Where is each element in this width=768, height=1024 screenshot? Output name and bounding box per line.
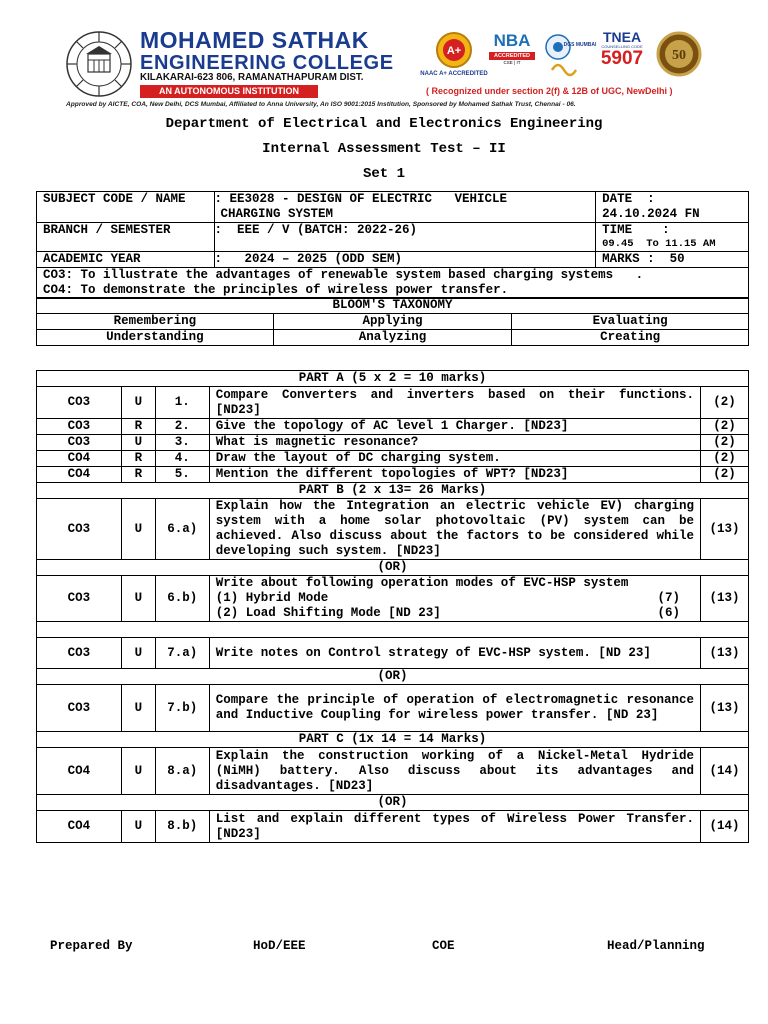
bloom-title: BLOOM'S TAXONOMY xyxy=(37,298,749,314)
question-marks: (13) xyxy=(701,576,749,622)
question-bloom-level: R xyxy=(121,467,155,483)
course-outcomes xyxy=(37,268,749,299)
or-separator: (OR) xyxy=(37,560,749,576)
question-marks: (2) xyxy=(701,435,749,451)
subject-label: SUBJECT CODE / NAME xyxy=(37,192,215,223)
question-marks: (2) xyxy=(701,467,749,483)
bloom-remembering: Remembering xyxy=(37,314,274,330)
tnea-title: TNEA xyxy=(602,29,642,45)
question-marks: (2) xyxy=(701,451,749,467)
college-subtitle: ENGINEERING COLLEGE xyxy=(140,52,394,74)
subject-value: : EE3028 - DESIGN OF ELECTRIC VEHICLE CHARGING SYSTEM xyxy=(214,192,596,223)
question-text: Compare Converters and inverters based on their functions. [ND23] xyxy=(209,387,700,419)
nba-logo-depts: CSE | IT xyxy=(503,60,521,65)
set-title: Set 1 xyxy=(362,166,405,182)
signature-prepared-by: Prepared By xyxy=(50,939,133,953)
or-separator: (OR) xyxy=(37,669,749,685)
question-number: 7.b) xyxy=(155,685,209,732)
anniversary-number: 50 xyxy=(672,48,686,63)
test-title: Internal Assessment Test – II xyxy=(262,141,506,157)
question-row xyxy=(37,435,749,451)
question-co: CO4 xyxy=(37,748,122,795)
co4-statement: CO4: To demonstrate the principles of wireless power transfer. xyxy=(43,283,509,297)
year-value: : 2024 – 2025 (ODD SEM) xyxy=(214,252,596,268)
question-bloom-level: U xyxy=(121,576,155,622)
question-marks: (14) xyxy=(701,811,749,843)
question-co: CO4 xyxy=(37,811,122,843)
question-number: 8.b) xyxy=(155,811,209,843)
svg-text:A+: A+ xyxy=(446,45,462,57)
questions-table xyxy=(36,370,749,843)
question-co: CO3 xyxy=(37,685,122,732)
question-row xyxy=(37,576,749,622)
question-bloom-level: U xyxy=(121,748,155,795)
question-bloom-level: U xyxy=(121,685,155,732)
question-row xyxy=(37,638,749,669)
question-number: 6.a) xyxy=(155,499,209,560)
or-separator: (OR) xyxy=(37,795,749,811)
question-text: Explain how the Integration an electric vehicle EV) charging system with a home solar photovoltaic (PV) system can be achieved. Also discuss about the factors to be considered while developing such system. [ND23] xyxy=(209,499,700,560)
bloom-analyzing: Analyzing xyxy=(273,330,512,346)
approval-statement: Approved by AICTE, COA, New Delhi, DCS Mumbai, Affiliated to Anna University, An ISO 9001:2015 Institution, Sponsored by Mohamed Sathak Trust, Chennai - 06. xyxy=(66,101,576,108)
signature-head-planning: Head/Planning xyxy=(607,939,705,953)
question-number: 6.b) xyxy=(155,576,209,622)
bloom-understanding: Understanding xyxy=(37,330,274,346)
naac-logo xyxy=(420,30,488,78)
question-co: CO4 xyxy=(37,451,122,467)
course-outcomes-row xyxy=(37,268,749,299)
part-a-heading: PART A (5 x 2 = 10 marks) xyxy=(37,371,749,387)
question-number: 5. xyxy=(155,467,209,483)
tnea-subtitle: COUNSELLING CODE xyxy=(601,44,643,49)
dgs-logo xyxy=(542,30,597,78)
question-number: 7.a) xyxy=(155,638,209,669)
question-marks: (13) xyxy=(701,685,749,732)
question-text: What is magnetic resonance? xyxy=(209,435,700,451)
question-row xyxy=(37,451,749,467)
ugc-recognition: ( Recognized under section 2(f) & 12B of UGC, NewDelhi ) xyxy=(426,86,673,96)
question-co: CO4 xyxy=(37,467,122,483)
college-address: KILAKARAI-623 806, RAMANATHAPURAM DIST. xyxy=(140,72,364,83)
question-bloom-level: U xyxy=(121,638,155,669)
branch-row xyxy=(37,223,749,252)
question-row xyxy=(37,499,749,560)
question-text: Write about following operation modes of EVC-HSP system (1) Hybrid Mode (7) (2) Load Shifting Mode [ND 23] (6) xyxy=(209,576,700,622)
question-bloom-level: R xyxy=(121,419,155,435)
question-bloom-level: U xyxy=(121,811,155,843)
subject-row xyxy=(37,192,749,223)
question-co: CO3 xyxy=(37,576,122,622)
question-row xyxy=(37,748,749,795)
question-number: 3. xyxy=(155,435,209,451)
bloom-creating: Creating xyxy=(512,330,749,346)
question-text: List and explain different types of Wireless Power Transfer. [ND23] xyxy=(209,811,700,843)
question-text: Explain the construction working of a Nickel-Metal Hydride (NiMH) battery. Also discuss about its advantages and disadvantages. [ND23] xyxy=(209,748,700,795)
question-co: CO3 xyxy=(37,499,122,560)
year-label: ACADEMIC YEAR xyxy=(37,252,215,268)
question-text: Write notes on Control strategy of EVC-HSP system. [ND 23] xyxy=(209,638,700,669)
nba-logo xyxy=(486,30,538,78)
nba-logo-accredited: ACCREDITED xyxy=(489,52,535,60)
nba-logo-title: NBA xyxy=(493,31,531,50)
question-marks: (13) xyxy=(701,499,749,560)
date-cell: DATE : 24.10.2024 FN xyxy=(596,192,749,223)
question-co: CO3 xyxy=(37,387,122,419)
tnea-code: 5907 xyxy=(600,48,644,69)
question-co: CO3 xyxy=(37,638,122,669)
year-row xyxy=(37,252,749,268)
part-b-heading: PART B (2 x 13= 26 Marks) xyxy=(37,483,749,499)
question-marks: (14) xyxy=(701,748,749,795)
department-title: Department of Electrical and Electronics Engineering xyxy=(165,116,603,132)
blank-row xyxy=(37,622,749,638)
question-co: CO3 xyxy=(37,435,122,451)
question-text: Draw the layout of DC charging system. xyxy=(209,451,700,467)
question-row xyxy=(37,685,749,732)
question-bloom-level: R xyxy=(121,451,155,467)
signature-hod: HoD/EEE xyxy=(253,939,306,953)
bloom-taxonomy-table xyxy=(36,297,749,346)
time-cell: TIME : 09.45 To 11.15 AM xyxy=(596,223,749,252)
question-text: Give the topology of AC level 1 Charger. [ND23] xyxy=(209,419,700,435)
part-c-heading: PART C (1x 14 = 14 Marks) xyxy=(37,732,749,748)
question-bloom-level: U xyxy=(121,387,155,419)
question-row xyxy=(37,811,749,843)
college-name: MOHAMED SATHAK xyxy=(140,27,369,53)
question-text: Mention the different topologies of WPT? [ND23] xyxy=(209,467,700,483)
question-row xyxy=(37,387,749,419)
college-banner xyxy=(64,28,709,112)
question-bloom-level: U xyxy=(121,499,155,560)
branch-label: BRANCH / SEMESTER xyxy=(37,223,215,252)
signature-coe: COE xyxy=(432,939,455,953)
question-marks: (2) xyxy=(701,419,749,435)
question-bloom-level: U xyxy=(121,435,155,451)
question-co: CO3 xyxy=(37,419,122,435)
co3-statement: CO3: To illustrate the advantages of renewable system based charging systems . xyxy=(43,268,644,282)
bloom-applying: Applying xyxy=(273,314,512,330)
question-row xyxy=(37,419,749,435)
tnea-logo xyxy=(596,30,648,78)
question-number: 1. xyxy=(155,387,209,419)
question-marks: (2) xyxy=(701,387,749,419)
branch-value: : EEE / V (BATCH: 2022-26) xyxy=(214,223,596,252)
naac-logo-text: NAAC A+ ACCREDITED xyxy=(420,71,488,77)
question-number: 4. xyxy=(155,451,209,467)
question-text: Compare the principle of operation of electromagnetic resonance and Inductive Coupling for wireless power transfer. [ND 23] xyxy=(209,685,700,732)
bloom-evaluating: Evaluating xyxy=(512,314,749,330)
question-number: 8.a) xyxy=(155,748,209,795)
exam-info-table xyxy=(36,191,749,299)
question-row xyxy=(37,467,749,483)
question-marks: (13) xyxy=(701,638,749,669)
marks-cell: MARKS : 50 xyxy=(596,252,749,268)
dgs-logo-text: DGS MUMBAI xyxy=(563,42,597,48)
college-crest-logo xyxy=(64,30,134,98)
anniversary-logo xyxy=(652,30,706,78)
autonomous-badge: AN AUTONOMOUS INSTITUTION xyxy=(140,85,318,98)
question-number: 2. xyxy=(155,419,209,435)
